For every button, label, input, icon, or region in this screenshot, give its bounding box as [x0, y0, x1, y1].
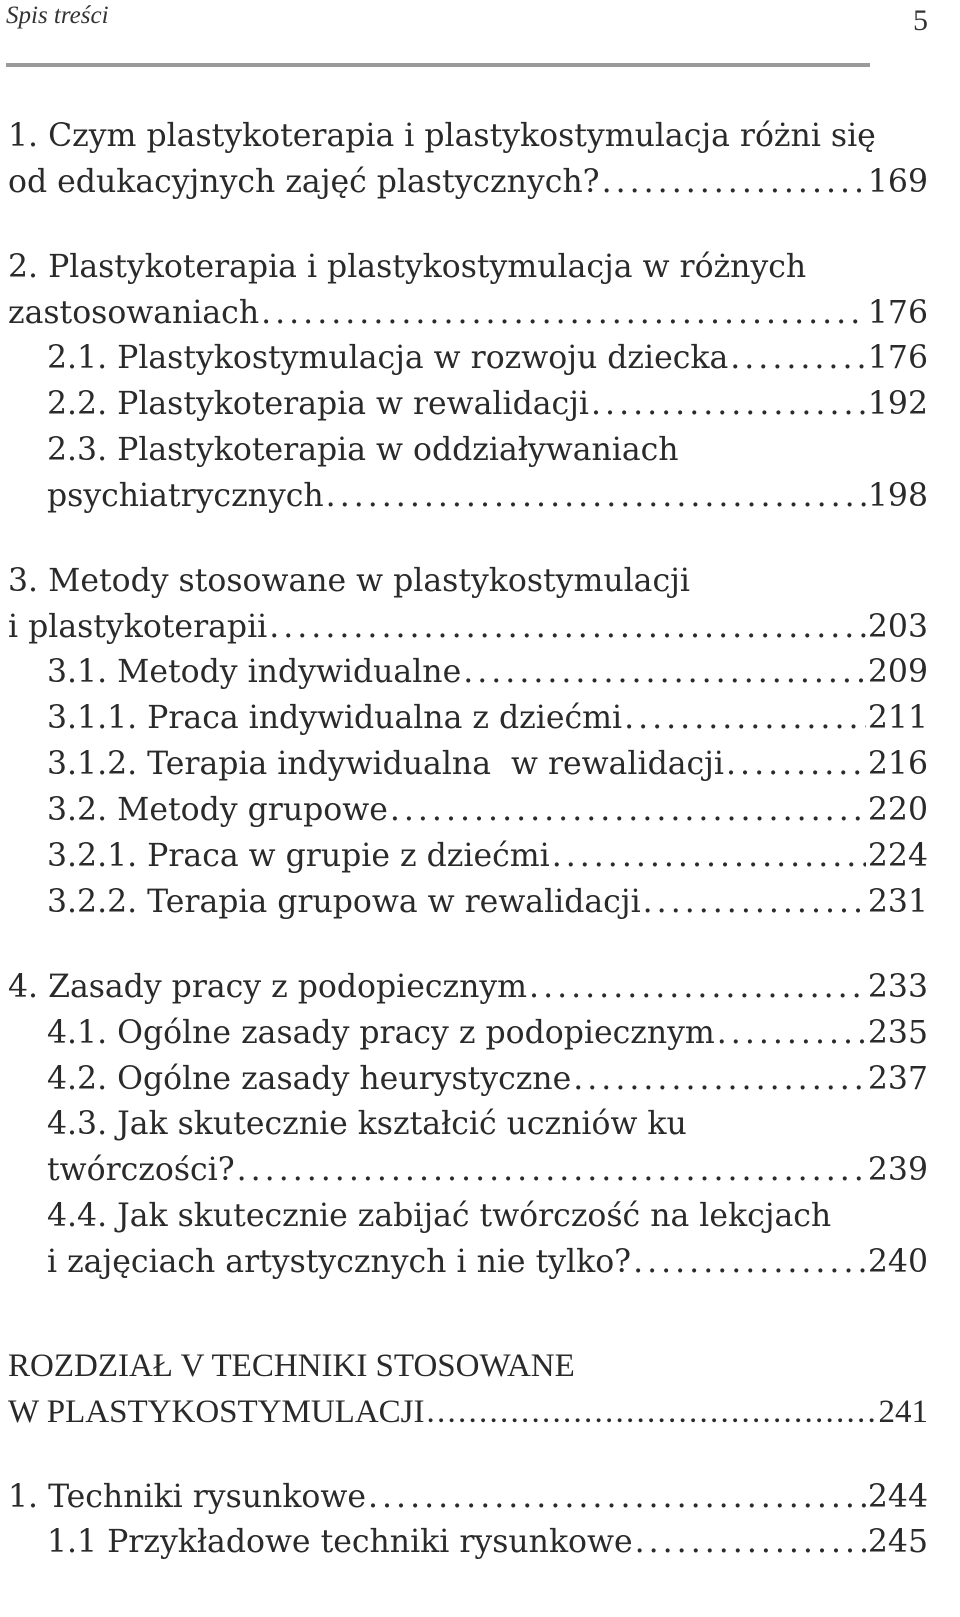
dot-leader [552, 836, 866, 876]
toc-entry-text: zastosowaniach [8, 295, 260, 331]
toc-entry-text: 3.1.2. Terapia indywidualna w rewalidacji [47, 746, 725, 782]
toc-entry-text: 3.1. Metody indywidualne [47, 654, 462, 690]
toc-page-number: 192 [867, 386, 928, 422]
dot-leader [463, 652, 866, 692]
toc-page-number: 198 [867, 478, 928, 514]
toc-entry-4-4[interactable] [47, 1242, 928, 1282]
toc-entry-4-1[interactable] [47, 1013, 928, 1053]
toc-entry-3-1-1[interactable] [47, 698, 928, 738]
toc-entry-3-line1: 3. Metody stosowane w plastykostymulacji [8, 563, 690, 599]
toc-page-number: 233 [867, 969, 928, 1005]
dot-leader [427, 1392, 877, 1432]
toc-entry-text: 3.2. Metody grupowe [47, 792, 388, 828]
toc-entry-text: psychiatrycznych [47, 478, 324, 514]
dot-leader [633, 1242, 866, 1282]
toc-entry-4[interactable] [8, 967, 928, 1007]
dot-leader [237, 1150, 866, 1190]
toc-page-number: 209 [867, 654, 928, 690]
toc-page-number: 211 [867, 700, 928, 736]
toc-chapter-5[interactable] [8, 1392, 928, 1432]
dot-leader [390, 790, 866, 830]
toc-entry-3-1-2[interactable] [47, 744, 928, 784]
header-rule [6, 63, 870, 67]
toc-page-number: 216 [867, 746, 928, 782]
toc-entry-2-line1: 2. Plastykoterapia i plastykostymulacja w różnych [8, 249, 807, 285]
toc-page-number: 235 [867, 1015, 928, 1051]
toc-entry-3-1[interactable] [47, 652, 928, 692]
toc-entry-text: 4. Zasady pracy z podopiecznym [8, 969, 528, 1005]
toc-page-number: 241 [878, 1394, 928, 1430]
toc-page-number: 231 [867, 884, 928, 920]
dot-leader [529, 967, 866, 1007]
dot-leader [573, 1059, 866, 1099]
toc-page-number: 224 [867, 838, 928, 874]
toc-entry-2[interactable] [8, 293, 928, 333]
toc-entry-2-3-line1: 2.3. Plastykoterapia w oddziaływaniach [47, 432, 679, 468]
toc-entry-5-1-1[interactable] [47, 1522, 928, 1562]
toc-entry-3[interactable] [8, 607, 928, 647]
toc-entry-3-2-2[interactable] [47, 882, 928, 922]
toc-entry-text: i plastykoterapii [8, 609, 268, 645]
toc-entry-text: 3.2.2. Terapia grupowa w rewalidacji [47, 884, 641, 920]
toc-entry-4-3-line1: 4.3. Jak skutecznie kształcić uczniów ku [47, 1106, 687, 1142]
dot-leader [726, 744, 866, 784]
toc-entry-text: 2.2. Plastykoterapia w rewalidacji [47, 386, 590, 422]
dot-leader [635, 1522, 866, 1562]
toc-entry-4-2[interactable] [47, 1059, 928, 1099]
toc-page-number: 176 [867, 295, 928, 331]
dot-leader [591, 384, 866, 424]
toc-entry-text: 1.1 Przykładowe techniki rysunkowe [47, 1524, 633, 1560]
toc-page-number: 239 [867, 1152, 928, 1188]
dot-leader [643, 882, 866, 922]
toc-entry-text: 1. Techniki rysunkowe [8, 1479, 366, 1515]
toc-chapter-5-line1: ROZDZIAŁ V TECHNIKI STOSOWANE [8, 1348, 575, 1384]
toc-entry-2-2[interactable] [47, 384, 928, 424]
toc-entry-3-2[interactable] [47, 790, 928, 830]
dot-leader [730, 338, 866, 378]
toc-entry-text: 4.2. Ogólne zasady heurystyczne [47, 1061, 572, 1097]
toc-entry-5-1[interactable] [8, 1477, 928, 1517]
running-title: Spis treści [6, 2, 109, 29]
dot-leader [326, 476, 866, 516]
toc-entry-2-1[interactable] [47, 338, 928, 378]
toc-page-number: 245 [867, 1524, 928, 1560]
toc-entry-1-line1: 1. Czym plastykoterapia i plastykostymulacja różni się [8, 118, 876, 154]
toc-page-number: 176 [867, 340, 928, 376]
toc-entry-4-4-line1: 4.4. Jak skutecznie zabijać twórczość na lekcjach [47, 1198, 832, 1234]
toc-entry-text: W PLASTYKOSTYMULACJI [8, 1394, 425, 1430]
toc-entry-text: i zajęciach artystycznych i nie tylko? [47, 1244, 632, 1280]
page-header [0, 0, 960, 70]
toc-page-number: 169 [867, 164, 928, 200]
toc-entry-text: 3.2.1. Praca w grupie z dziećmi [47, 838, 550, 874]
dot-leader [624, 698, 866, 738]
toc-entry-text: twórczości? [47, 1152, 235, 1188]
toc-entry-text: 2.1. Plastykostymulacja w rozwoju dziecka [47, 340, 729, 376]
dot-leader [717, 1013, 866, 1053]
toc-entry-2-3[interactable] [47, 476, 928, 516]
dot-leader [269, 607, 866, 647]
toc-page-number: 203 [867, 609, 928, 645]
toc-entry-text: 3.1.1. Praca indywidualna z dziećmi [47, 700, 623, 736]
toc-entry-text: 4.1. Ogólne zasady pracy z podopiecznym [47, 1015, 715, 1051]
toc-page-number: 237 [867, 1061, 928, 1097]
toc-entry-text: od edukacyjnych zajęć plastycznych? [8, 164, 600, 200]
dot-leader [261, 293, 866, 333]
dot-leader [368, 1477, 866, 1517]
toc-entry-1[interactable] [8, 162, 928, 202]
toc-entry-4-3[interactable] [47, 1150, 928, 1190]
toc-entry-3-2-1[interactable] [47, 836, 928, 876]
page-number: 5 [913, 4, 928, 37]
toc-page-number: 244 [867, 1479, 928, 1515]
toc-page-number: 220 [867, 792, 928, 828]
toc-page-number: 240 [867, 1244, 928, 1280]
dot-leader [602, 162, 866, 202]
